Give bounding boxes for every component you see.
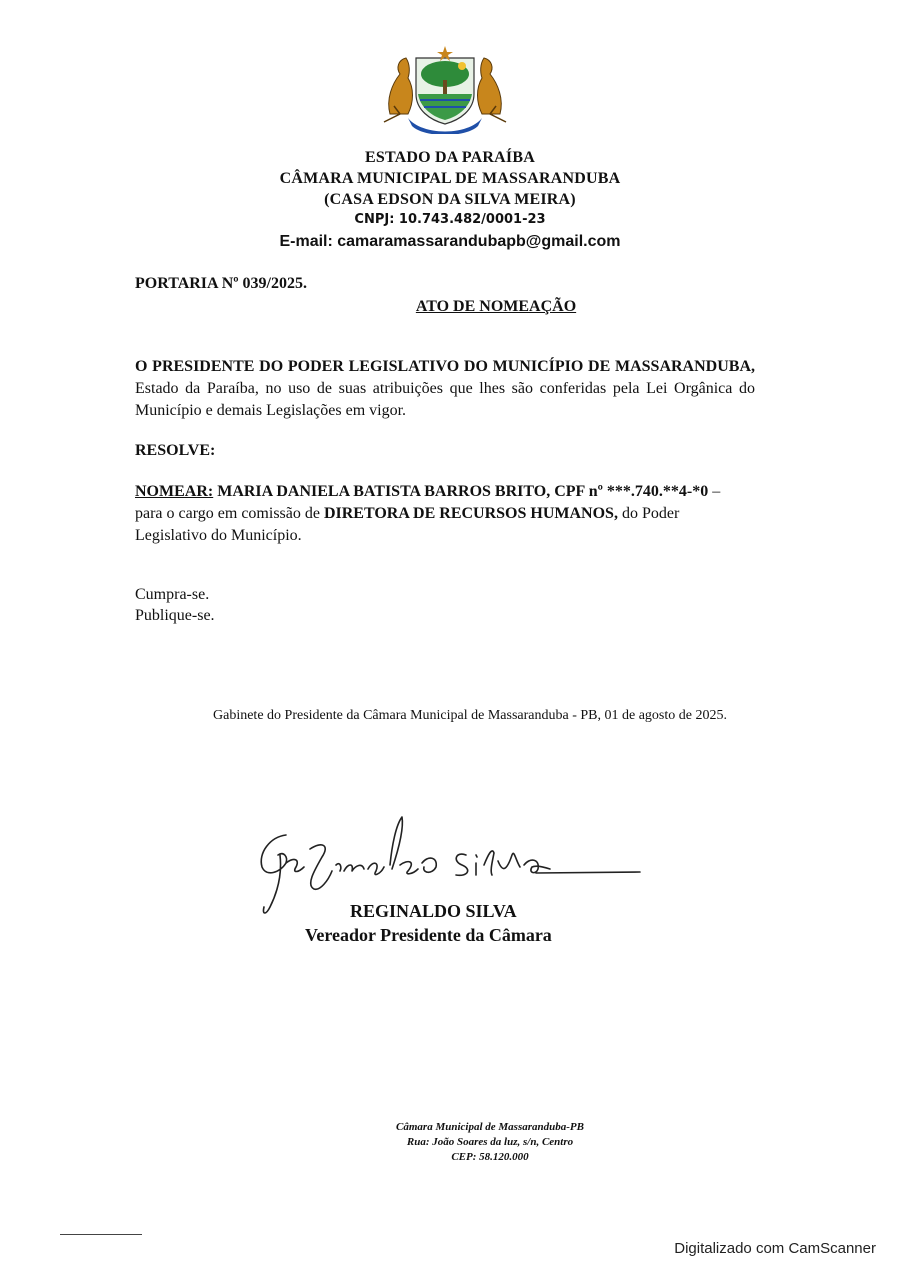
closing-line-1: Cumpra-se. xyxy=(135,586,210,603)
header-email: E-mail: camaramassarandubapb@gmail.com xyxy=(279,233,621,250)
nomination-verb: NOMEAR: xyxy=(135,483,214,500)
portaria-number: PORTARIA Nº 039/2025. xyxy=(135,275,307,292)
signatory-name: REGINALDO SILVA xyxy=(350,901,517,921)
footer-line-3: CEP: 58.120.000 xyxy=(451,1151,529,1163)
preamble-paragraph xyxy=(135,356,755,422)
nominee-name: MARIA DANIELA BATISTA BARROS BRITO, CPF nº ***.740.**4-*0 xyxy=(213,483,709,500)
preamble-text: Estado da Paraíba, no uso de suas atribuições que lhes são conferidas pela Lei Orgânica do Município e demais Legislações em vigor. xyxy=(135,380,755,419)
closing-line-2: Publique-se. xyxy=(135,607,215,624)
nomination-paragraph xyxy=(135,481,750,547)
preamble-bold: O PRESIDENTE DO PODER LEGISLATIVO DO MUNICÍPIO DE MASSARANDUBA, xyxy=(135,358,755,375)
nomination-text-1: – para o cargo em comissão de xyxy=(135,483,721,522)
nomination-role: DIRETORA DE RECURSOS HUMANOS, xyxy=(323,505,618,522)
header-house: (CASA EDSON DA SILVA MEIRA) xyxy=(324,191,576,208)
place-date: Gabinete do Presidente da Câmara Municipal de Massaranduba - PB, 01 de agosto de 2025. xyxy=(213,708,727,723)
act-title: ATO DE NOMEAÇÃO xyxy=(415,298,577,315)
resolve-label: RESOLVE: xyxy=(135,442,216,459)
footer-line-1: Câmara Municipal de Massaranduba-PB xyxy=(396,1121,584,1133)
coat-of-arms-icon xyxy=(380,44,510,134)
header-state: ESTADO DA PARAÍBA xyxy=(365,149,535,166)
signatory-role: Vereador Presidente da Câmara xyxy=(305,925,552,945)
scan-divider xyxy=(60,1234,142,1235)
footer-line-2: Rua: João Soares da luz, s/n, Centro xyxy=(406,1136,574,1148)
scanner-watermark: Digitalizado com CamScanner xyxy=(674,1240,876,1257)
nomination-text-2: do Poder Legislativo do Município. xyxy=(135,505,680,544)
header-cnpj: CNPJ: 10.743.482/0001-23 xyxy=(354,212,546,227)
header-chamber: CÂMARA MUNICIPAL DE MASSARANDUBA xyxy=(279,170,621,187)
